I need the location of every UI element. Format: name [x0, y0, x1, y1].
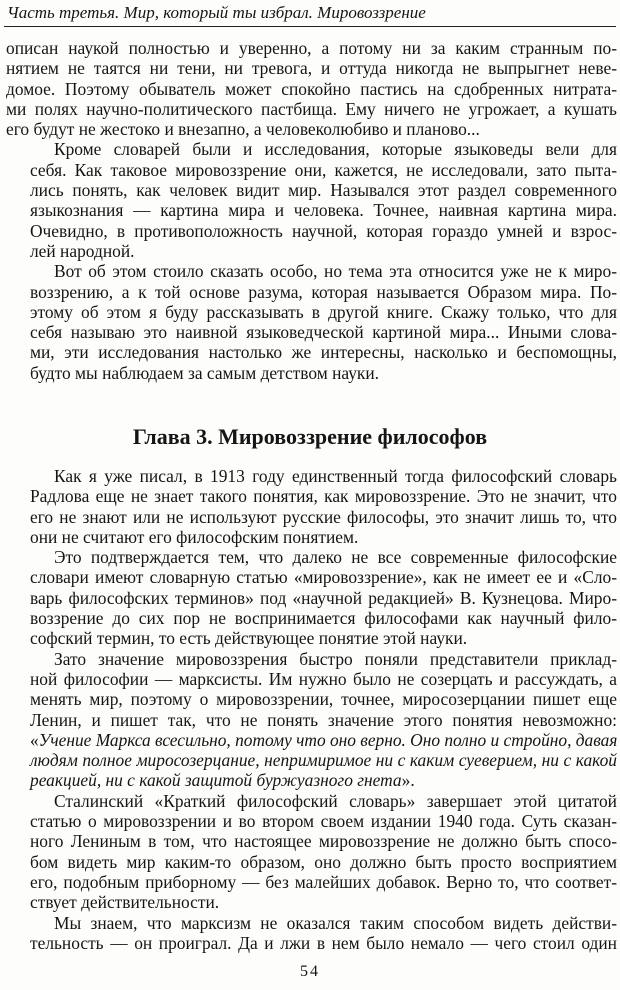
- text-line: ного Лениным в том, что настоящее мировоззрение не должно быть спосо-: [30, 831, 617, 852]
- text-line: воззрению, а к той основе разума, которая называется Образом мира. По-: [30, 281, 617, 302]
- text-line: Сталинский «Краткий философский словарь» завершает этой цитатой: [54, 790, 617, 811]
- text-line: домое. Поэтому обыватель может спокойно пастись на сдобренных нитрата-: [6, 78, 617, 99]
- quote-line: [6, 730, 617, 750]
- text-line: тельность — он проиграл. Да и лжи в нем было немало — чего стоил один: [30, 932, 617, 953]
- text-line: воззрение до сих пор не воспринимается философами как научный фило-: [30, 608, 617, 629]
- text-line: Как я уже писал, в 1913 году единственный тогда философский словарь: [54, 466, 617, 486]
- page-number: 54: [300, 963, 320, 980]
- quote-line: [6, 770, 617, 790]
- body-text-top: [6, 38, 617, 383]
- text-line: ми полях научно-политического пастбища. Ему ничего не угрожает, а кушать: [6, 98, 617, 119]
- paragraph: [6, 791, 617, 913]
- text-line: ной философии — марксисты. Им нужно было не созерцать и рассуждать, а: [30, 668, 617, 689]
- paragraph: [6, 139, 617, 261]
- text-line: его не знают или не используют русские философы, это значит лишь то, что: [30, 506, 617, 527]
- text-line: они не считают его философским понятием.: [30, 526, 359, 547]
- paragraph: [6, 913, 617, 954]
- text-line: менять мир, поэтому о мировоззрении, точнее, миросозерцании пишет еще: [30, 689, 617, 710]
- text-line: Это подтверждается тем, что далеко не все современные философские: [54, 547, 617, 568]
- text-line: его будут не жестоко и внезапно, а человеколюбиво и планово...: [6, 119, 480, 140]
- text-line: статью о мировоззрении и во втором своем издании 1940 года. Суть сказан-: [30, 811, 617, 832]
- quote-text: Учение Маркса всесильно, потому что оно верно. Оно полно и стройно, давая: [38, 729, 618, 750]
- text-line: этому об этом я буду рассказывать в другой книге. Скажу только, что для: [30, 301, 617, 322]
- text-line: нятием не таятся ни тени, ни тревога, и оттуда никогда не выпрыгнет неве-: [6, 58, 617, 79]
- text-line: Мы знаем, что марксизм не оказался таким способом видеть действи-: [54, 912, 617, 933]
- paragraph: [6, 466, 617, 547]
- text-line: словари имеют словарную статью «мировоззрение», как не имеет ее и «Сло-: [30, 567, 617, 588]
- text-line: Радлова еще не знает такого понятия, как мировоззрение. Это не значит, что: [30, 486, 617, 507]
- text-line: Очевидно, в противоположность научной, которая гораздо умней и взрос-: [30, 220, 617, 241]
- chapter-heading: Глава 3. Мировоззрение философов: [132, 424, 488, 449]
- text-line: языкознания — картина мира и человека. Точнее, наивная картина мира.: [30, 200, 617, 221]
- text-line: Зато значение мировоззрения быстро поняли представители приклад-: [54, 648, 617, 669]
- quote-open-mark: «: [30, 729, 39, 750]
- text-line: Вот об этом стоило сказать особо, но тема эта относится уже не к миро-: [54, 261, 617, 282]
- text-line: софский термин, то есть действующее понятие этой науки.: [30, 628, 468, 649]
- text-line: лись понять, как человек видит мир. Назывался этот раздел современного: [30, 180, 617, 201]
- text-line: Кроме словарей были и исследования, которые языковеды вели для: [54, 139, 617, 160]
- text-line: Ленин, и пишет так, что не понять значение этого понятия невозможно:: [30, 709, 617, 730]
- text-line: описан наукой полностью и уверенно, а потому ни за каким странным по-: [6, 38, 617, 58]
- text-line: ми, эти исследования настолько же интересны, насколько и беспомощны,: [30, 342, 617, 363]
- paragraph: [6, 38, 617, 139]
- body-text-bottom: [6, 466, 617, 953]
- text-line: его, подобным приборному — без малейших добавок. Верно то, что соответ-: [30, 871, 617, 892]
- quote-line: людям полное миросозерцание, непримиримое ни с каким суеверием, ни с какой: [30, 750, 617, 771]
- running-head: Часть третья. Мир, который ты избрал. Мировоззрение: [7, 3, 426, 22]
- text-line: варь философских терминов» под «научной редакцией» В. Кузнецова. Миро-: [30, 587, 617, 608]
- text-line: бом видеть мир каким-то образом, оно должно быть просто восприятием: [30, 851, 617, 872]
- header-rule: [4, 26, 616, 27]
- text-line: ствует действительности.: [30, 892, 220, 913]
- text-line: будто мы наблюдаем за самым детством науки.: [30, 362, 380, 383]
- paragraph: [6, 547, 617, 648]
- quote-close-mark: ».: [401, 770, 415, 791]
- paragraph: [6, 261, 617, 383]
- text-line: себя. Как таковое мировоззрение они, кажется, не исследовали, зато пыта-: [30, 159, 617, 180]
- paragraph: [6, 649, 617, 791]
- quote-text: реакцией, ни с какой защитой буржуазного гнета: [30, 770, 402, 791]
- text-line: себя называю это наивной языковедческой картиной мира... Иными слова-: [30, 322, 617, 343]
- text-line: лей народной.: [30, 240, 135, 261]
